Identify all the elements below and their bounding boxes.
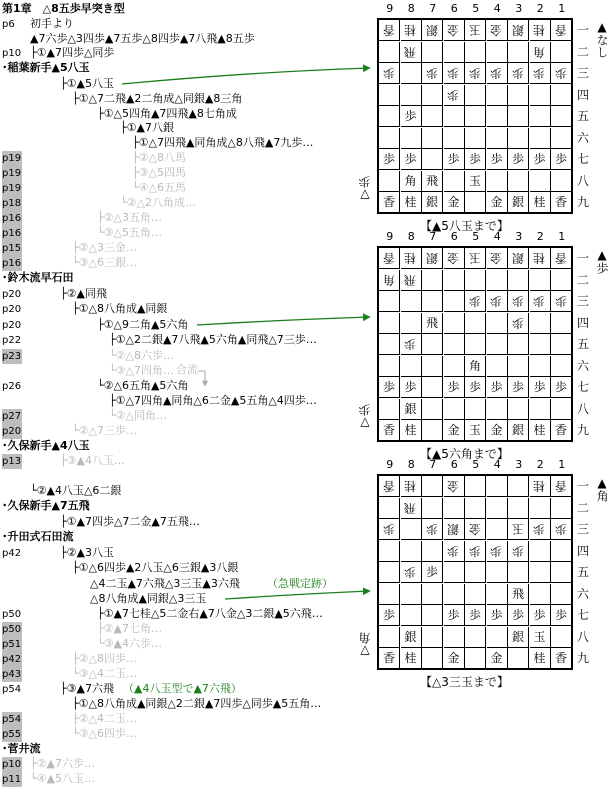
gote-piece: 角 bbox=[530, 42, 551, 63]
gote-piece: 香 bbox=[379, 476, 400, 497]
variation-line: └②△7三歩… bbox=[72, 424, 137, 437]
file-number: 4 bbox=[493, 458, 501, 471]
sente-piece: 金 bbox=[444, 192, 465, 213]
gote-piece: 香 bbox=[551, 20, 572, 41]
rank-number: 六 bbox=[576, 586, 589, 601]
variation-line: 初手より bbox=[30, 17, 74, 30]
rank-number: 八 bbox=[576, 629, 589, 644]
variation-line: ├①△5四角▲7四飛▲8七角成 bbox=[97, 107, 237, 120]
rank-number: 一 bbox=[576, 251, 589, 265]
variation-line: ├①△2二銀▲7八飛▲5六角▲同飛△7三歩… bbox=[109, 333, 317, 346]
file-number: 9 bbox=[386, 458, 394, 471]
arrow-to-board-2 bbox=[197, 317, 370, 325]
gote-piece: 歩 bbox=[444, 541, 465, 562]
variation-line: △4二玉▲7六飛△3三玉▲3六飛 bbox=[90, 577, 240, 590]
sente-piece: 飛 bbox=[508, 584, 529, 605]
sente-piece: 金 bbox=[487, 420, 508, 441]
file-number: 2 bbox=[536, 2, 544, 15]
gote-piece: 歩 bbox=[530, 519, 551, 540]
sente-piece: 桂 bbox=[530, 420, 551, 441]
gote-piece: 歩 bbox=[379, 63, 400, 84]
variation-line: ├②▲7七角… bbox=[97, 622, 162, 635]
rank-number: 五 bbox=[576, 109, 589, 123]
sente-piece: 歩 bbox=[401, 377, 422, 398]
gote-piece: 銀 bbox=[422, 20, 443, 41]
file-number: 6 bbox=[450, 458, 458, 471]
variation-line: └③△4二玉… bbox=[72, 667, 137, 680]
variation-line: ├①△6四歩▲2八玉△6三銀▲3八銀 bbox=[72, 561, 239, 574]
gote-piece: 角 bbox=[379, 270, 400, 291]
variation-line: └②△2八角成… bbox=[120, 196, 196, 209]
file-number: 7 bbox=[429, 2, 437, 15]
sente-piece: 銀 bbox=[422, 192, 443, 213]
rank-number: 四 bbox=[576, 315, 589, 330]
sente-piece: 歩 bbox=[487, 149, 508, 170]
sente-piece: 歩 bbox=[508, 605, 529, 626]
gote-piece: 金 bbox=[487, 20, 508, 41]
gote-piece: 玉 bbox=[465, 20, 486, 41]
arrow-to-board-1 bbox=[122, 68, 370, 84]
gote-piece: 金 bbox=[465, 519, 486, 540]
gote-piece: 飛 bbox=[401, 498, 422, 519]
gote-piece: 歩 bbox=[551, 519, 572, 540]
sente-piece: 銀 bbox=[508, 420, 529, 441]
sente-piece: 歩 bbox=[465, 605, 486, 626]
rank-number: 三 bbox=[576, 66, 589, 80]
variation-line: ├②△8四歩… bbox=[72, 652, 137, 665]
gote-piece: 銀 bbox=[508, 20, 529, 41]
file-number: 4 bbox=[493, 2, 501, 15]
variation-line: ├②▲7六歩… bbox=[30, 757, 95, 770]
variation-line: └③▲4六歩… bbox=[97, 637, 162, 650]
page-ref: p50 bbox=[2, 609, 22, 620]
gote-piece: 香 bbox=[379, 248, 400, 269]
page-ref: p42 bbox=[2, 654, 22, 665]
sente-piece: 歩 bbox=[401, 106, 422, 127]
variation-line: ├②△4二玉… bbox=[72, 712, 137, 725]
gote-piece: 桂 bbox=[530, 476, 551, 497]
gote-piece: 飛 bbox=[401, 42, 422, 63]
sente-piece: 金 bbox=[487, 648, 508, 669]
file-number: 2 bbox=[536, 458, 544, 471]
sente-piece: 玉 bbox=[530, 627, 551, 648]
page-ref: p51 bbox=[2, 639, 22, 650]
file-number: 8 bbox=[407, 458, 415, 471]
gote-piece: 歩 bbox=[508, 541, 529, 562]
file-number: 3 bbox=[515, 458, 523, 471]
gote-hand: ▲なし bbox=[595, 20, 609, 58]
rank-number: 五 bbox=[576, 337, 589, 351]
gote-piece: 歩 bbox=[487, 541, 508, 562]
sente-piece: 歩 bbox=[530, 377, 551, 398]
page-ref: p16 bbox=[2, 213, 22, 224]
variation-line: ├①△7四飛▲同角成△8八飛▲7九歩… bbox=[132, 136, 314, 149]
sente-piece: 歩 bbox=[530, 605, 551, 626]
section-heading: ･鈴木流早石田 bbox=[2, 271, 74, 284]
sente-piece: 角 bbox=[401, 171, 422, 192]
file-number: 4 bbox=[493, 230, 501, 243]
sente-piece: 歩 bbox=[530, 149, 551, 170]
variation-line: ├①▲7四歩△7二金▲7五飛… bbox=[60, 515, 200, 528]
rank-number: 八 bbox=[576, 401, 589, 416]
gote-piece: 歩 bbox=[379, 519, 400, 540]
sente-piece: 金 bbox=[487, 192, 508, 213]
sente-piece: 香 bbox=[379, 192, 400, 213]
page-ref: p20 bbox=[2, 426, 22, 437]
variation-line: └②△同角… bbox=[109, 409, 167, 422]
file-number: 7 bbox=[429, 458, 437, 471]
variation-line: ├①△8八角成▲同銀△2二銀▲7四歩△同歩▲5五角… bbox=[72, 697, 322, 710]
file-number: 6 bbox=[450, 2, 458, 15]
sente-hand: ▽角 bbox=[358, 632, 372, 658]
variation-line: ├①△7二飛▲2二角成△同銀▲8三角 bbox=[72, 92, 243, 105]
page-ref: p42 bbox=[2, 548, 22, 559]
sente-piece: 桂 bbox=[530, 192, 551, 213]
variation-line: ├②▲同飛 bbox=[60, 287, 107, 300]
sente-piece: 飛 bbox=[422, 313, 443, 334]
file-number: 3 bbox=[515, 2, 523, 15]
sente-piece: 歩 bbox=[444, 377, 465, 398]
board-caption: 【▲5八玉まで】 bbox=[420, 219, 509, 233]
sente-piece: 角 bbox=[465, 356, 486, 377]
sente-piece: 歩 bbox=[444, 149, 465, 170]
gote-piece: 歩 bbox=[422, 519, 443, 540]
gote-piece: 桂 bbox=[401, 476, 422, 497]
sente-piece: 歩 bbox=[465, 377, 486, 398]
page-ref: p22 bbox=[2, 335, 22, 346]
page-ref: p27 bbox=[2, 411, 22, 422]
page-ref: p54 bbox=[2, 714, 22, 725]
sente-piece: 歩 bbox=[401, 149, 422, 170]
page-ref: p16 bbox=[2, 228, 22, 239]
rank-number: 四 bbox=[576, 543, 589, 558]
file-number: 9 bbox=[386, 230, 394, 243]
rank-number: 九 bbox=[576, 651, 589, 665]
sente-piece: 銀 bbox=[401, 627, 422, 648]
sente-piece: 歩 bbox=[487, 377, 508, 398]
gote-piece: 歩 bbox=[551, 63, 572, 84]
file-number: 8 bbox=[407, 2, 415, 15]
section-heading: ･久保新手▲4八玉 bbox=[2, 439, 90, 452]
section-heading: 第1章 △8五歩早突き型 bbox=[2, 2, 125, 15]
rank-number: 九 bbox=[576, 195, 589, 209]
section-heading: ･久保新手▲7五飛 bbox=[2, 499, 90, 512]
page-ref: p54 bbox=[2, 684, 22, 695]
rank-number: 四 bbox=[576, 87, 589, 102]
annotation-note: （▲4八玉型で▲7六飛） bbox=[123, 682, 242, 695]
board-caption: 【▲5六角まで】 bbox=[420, 447, 509, 461]
gote-piece: 歩 bbox=[508, 291, 529, 312]
rank-number: 三 bbox=[576, 522, 589, 536]
page-ref: p55 bbox=[2, 729, 22, 740]
sente-piece: 桂 bbox=[530, 648, 551, 669]
gote-piece: 歩 bbox=[487, 63, 508, 84]
section-heading: ･菅井流 bbox=[2, 742, 41, 755]
gote-piece: 銀 bbox=[444, 519, 465, 540]
sente-piece: 金 bbox=[444, 648, 465, 669]
variation-line: ├①△8八角成▲同銀 bbox=[72, 302, 168, 315]
sente-piece: 金 bbox=[444, 420, 465, 441]
sente-piece: 歩 bbox=[444, 605, 465, 626]
variation-line: └④△6五馬 bbox=[132, 181, 186, 194]
page-ref: p19 bbox=[2, 168, 22, 179]
rank-number: 三 bbox=[576, 294, 589, 308]
variation-line: ├②▲3八玉 bbox=[60, 546, 114, 559]
rank-number: 六 bbox=[576, 130, 589, 145]
file-number: 3 bbox=[515, 230, 523, 243]
sente-piece: 歩 bbox=[379, 149, 400, 170]
page-ref: p16 bbox=[2, 258, 22, 269]
gote-hand: ▲歩 bbox=[595, 248, 609, 274]
gote-piece: 香 bbox=[551, 248, 572, 269]
variation-line: └②△6五角▲5六角 bbox=[97, 379, 189, 392]
sente-piece: 歩 bbox=[379, 605, 400, 626]
variation-line: ├③▲7六飛 bbox=[60, 682, 114, 695]
sente-piece: 歩 bbox=[508, 149, 529, 170]
sente-piece: 香 bbox=[551, 648, 572, 669]
gote-piece: 玉 bbox=[508, 519, 529, 540]
gote-piece: 桂 bbox=[530, 248, 551, 269]
board-caption: 【△3三玉まで】 bbox=[420, 675, 509, 689]
page-ref: p20 bbox=[2, 304, 22, 315]
annotation-note: 合流 bbox=[176, 363, 198, 376]
sente-piece: 歩 bbox=[551, 377, 572, 398]
sente-piece: 飛 bbox=[422, 171, 443, 192]
file-number: 7 bbox=[429, 230, 437, 243]
gote-piece: 銀 bbox=[508, 248, 529, 269]
page-ref: p50 bbox=[2, 624, 22, 635]
page-ref: p26 bbox=[2, 381, 22, 392]
gote-piece: 桂 bbox=[530, 20, 551, 41]
variation-line: └③△6三銀… bbox=[72, 256, 137, 269]
sente-piece: 歩 bbox=[551, 605, 572, 626]
arrow-to-board-3 bbox=[225, 591, 370, 599]
gote-piece: 金 bbox=[444, 476, 465, 497]
sente-piece: 歩 bbox=[379, 377, 400, 398]
page-ref: p23 bbox=[2, 351, 22, 362]
rank-number: 六 bbox=[576, 358, 589, 373]
variation-line: ├①▲5八玉 bbox=[60, 77, 114, 90]
variation-line: └②▲4八玉△6二銀 bbox=[30, 484, 122, 497]
variation-line: ├①▲7四歩△同歩 bbox=[30, 46, 115, 59]
file-number: 1 bbox=[558, 458, 566, 471]
sente-piece: 桂 bbox=[401, 420, 422, 441]
file-number: 5 bbox=[472, 230, 480, 243]
file-number: 2 bbox=[536, 230, 544, 243]
sente-piece: 銀 bbox=[508, 192, 529, 213]
sente-hand: ▽歩 bbox=[358, 404, 372, 430]
sente-piece: 歩 bbox=[487, 605, 508, 626]
sente-piece: 桂 bbox=[401, 648, 422, 669]
rank-number: 一 bbox=[576, 479, 589, 493]
file-number: 1 bbox=[558, 2, 566, 15]
variation-line: ▲7六歩△3四歩▲7五歩△8四歩▲7八飛▲8五歩 bbox=[30, 32, 255, 45]
rank-number: 七 bbox=[576, 380, 589, 394]
rank-number: 七 bbox=[576, 152, 589, 166]
section-heading: ･升田式石田流 bbox=[2, 530, 74, 543]
gote-piece: 歩 bbox=[444, 85, 465, 106]
variation-line: ├①▲7七桂△5二金右▲7八金△3二銀▲5六飛… bbox=[97, 607, 323, 620]
gote-piece: 歩 bbox=[465, 541, 486, 562]
sente-piece: 歩 bbox=[422, 562, 443, 583]
gote-piece: 金 bbox=[444, 20, 465, 41]
gote-piece: 歩 bbox=[465, 63, 486, 84]
sente-piece: 香 bbox=[379, 648, 400, 669]
rank-number: 二 bbox=[576, 272, 589, 287]
gote-piece: 銀 bbox=[422, 248, 443, 269]
rank-number: 八 bbox=[576, 173, 589, 188]
variation-line: └③△6四歩… bbox=[72, 727, 137, 740]
sente-piece: 銀 bbox=[401, 399, 422, 420]
file-number: 6 bbox=[450, 230, 458, 243]
page-ref: p6 bbox=[2, 19, 15, 30]
rank-number: 二 bbox=[576, 500, 589, 515]
gote-piece: 金 bbox=[487, 248, 508, 269]
page-ref: p20 bbox=[2, 320, 22, 331]
annotation-note: （急戦定跡） bbox=[267, 577, 333, 590]
rank-number: 二 bbox=[576, 44, 589, 59]
sente-piece: 香 bbox=[551, 420, 572, 441]
variation-line: ├①△9二角▲5六角 bbox=[97, 318, 189, 331]
file-number: 5 bbox=[472, 2, 480, 15]
sente-piece: 香 bbox=[551, 192, 572, 213]
gote-piece: 歩 bbox=[444, 63, 465, 84]
merge-arrow bbox=[198, 371, 205, 386]
gote-piece: 飛 bbox=[401, 270, 422, 291]
file-number: 5 bbox=[472, 458, 480, 471]
file-number: 1 bbox=[558, 230, 566, 243]
gote-piece: 香 bbox=[551, 476, 572, 497]
variation-line: └④▲5八玉… bbox=[30, 772, 95, 785]
page-ref: p15 bbox=[2, 243, 22, 254]
variation-line: △8八角成▲同銀△3三玉 bbox=[90, 592, 207, 605]
gote-piece: 歩 bbox=[401, 562, 422, 583]
sente-piece: 歩 bbox=[508, 377, 529, 398]
rank-number: 五 bbox=[576, 565, 589, 579]
page-ref: p19 bbox=[2, 183, 22, 194]
gote-piece: 歩 bbox=[530, 63, 551, 84]
variation-line: ├②△8八馬 bbox=[132, 151, 186, 164]
variation-line: ├③▲4八玉… bbox=[60, 454, 125, 467]
sente-piece: 玉 bbox=[465, 171, 486, 192]
gote-piece: 歩 bbox=[508, 313, 529, 334]
gote-hand: ▲角 bbox=[595, 476, 609, 502]
rank-number: 九 bbox=[576, 423, 589, 437]
sente-piece: 銀 bbox=[508, 627, 529, 648]
gote-piece: 玉 bbox=[465, 248, 486, 269]
gote-piece: 歩 bbox=[551, 291, 572, 312]
gote-piece: 桂 bbox=[401, 20, 422, 41]
gote-piece: 歩 bbox=[422, 63, 443, 84]
page-ref: p13 bbox=[2, 456, 22, 467]
sente-hand: ▽歩 bbox=[358, 176, 372, 202]
file-number: 9 bbox=[386, 2, 394, 15]
gote-piece: 香 bbox=[379, 20, 400, 41]
sente-piece: 玉 bbox=[465, 420, 486, 441]
sente-piece: 香 bbox=[379, 420, 400, 441]
variation-line: ├②△3三金… bbox=[72, 241, 137, 254]
page-ref: p18 bbox=[2, 198, 22, 209]
variation-line: ├①△7四角▲同角△6二金▲5五角△4四歩… bbox=[109, 394, 317, 407]
gote-piece: 桂 bbox=[401, 248, 422, 269]
section-heading: ･稲葉新手▲5八玉 bbox=[2, 61, 90, 74]
sente-piece: 歩 bbox=[551, 149, 572, 170]
gote-piece: 金 bbox=[444, 248, 465, 269]
sente-piece: 歩 bbox=[465, 149, 486, 170]
rank-number: 一 bbox=[576, 23, 589, 37]
file-number: 8 bbox=[407, 230, 415, 243]
variation-line: ├①▲7八銀 bbox=[120, 121, 174, 134]
gote-piece: 歩 bbox=[487, 291, 508, 312]
page-ref: p20 bbox=[2, 289, 22, 300]
variation-line: └③△5五角… bbox=[97, 226, 162, 239]
gote-piece: 歩 bbox=[530, 291, 551, 312]
page-ref: p10 bbox=[2, 48, 22, 59]
variation-line: ├③△5四馬 bbox=[132, 166, 186, 179]
gote-piece: 歩 bbox=[401, 334, 422, 355]
variation-line: └②△8六歩… bbox=[109, 349, 174, 362]
sente-piece: 桂 bbox=[401, 192, 422, 213]
page-ref: p11 bbox=[2, 774, 22, 785]
rank-number: 七 bbox=[576, 608, 589, 622]
page-ref: p10 bbox=[2, 759, 22, 770]
variation-line: ├②△3五角… bbox=[97, 211, 162, 224]
page-ref: p19 bbox=[2, 153, 22, 164]
variation-line: └③△7四角… bbox=[109, 364, 174, 377]
gote-piece: 歩 bbox=[508, 63, 529, 84]
page-ref: p43 bbox=[2, 669, 22, 680]
gote-piece: 歩 bbox=[465, 291, 486, 312]
